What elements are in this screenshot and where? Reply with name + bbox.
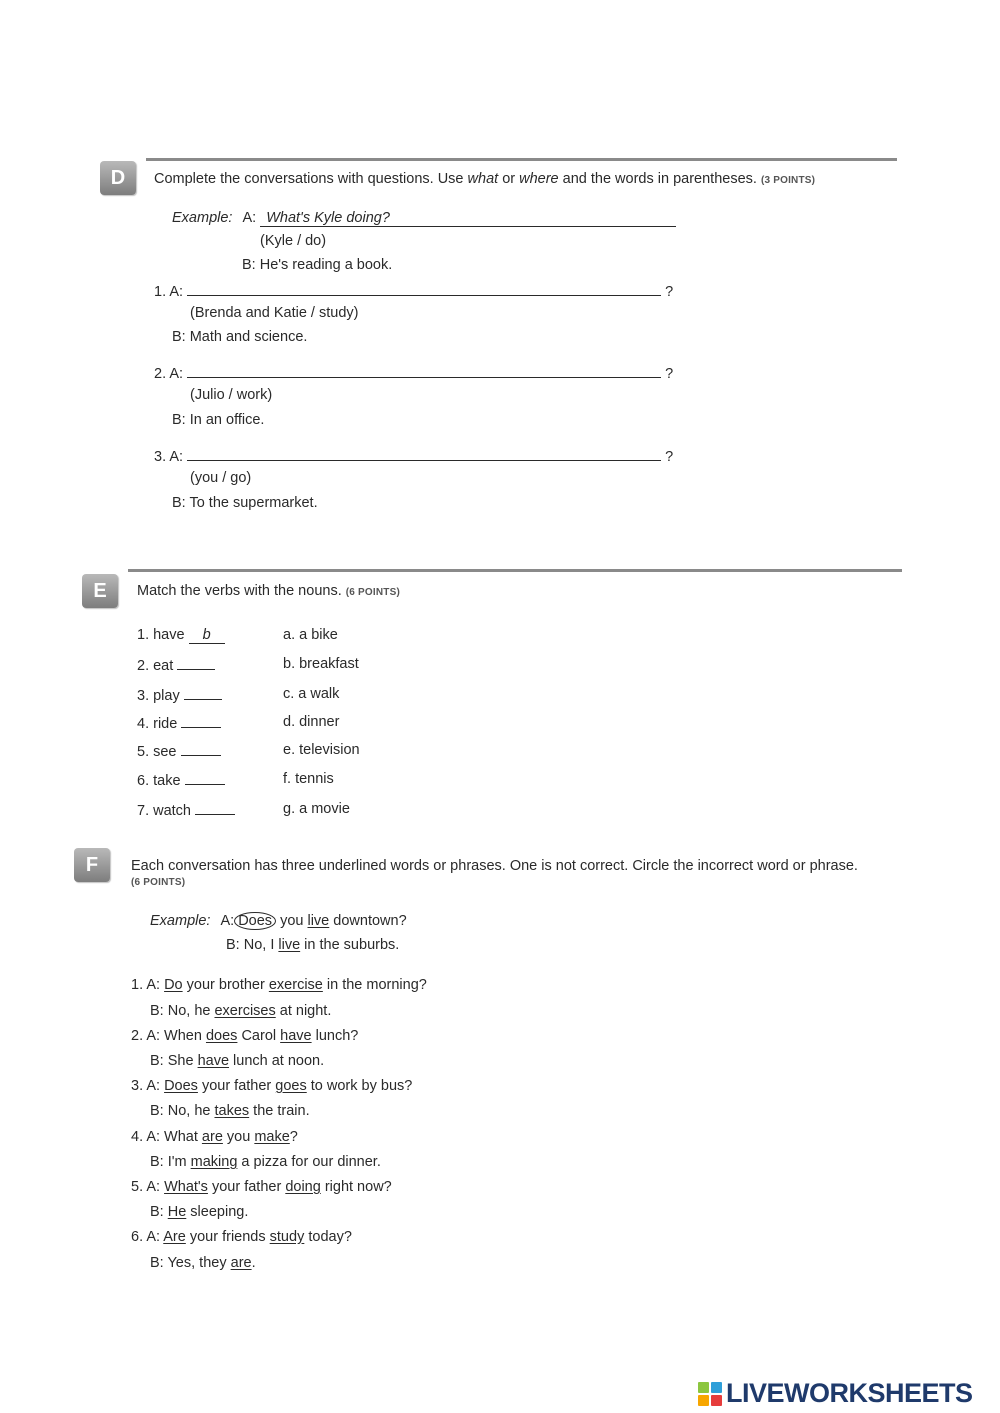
option[interactable]: doing	[285, 1179, 321, 1195]
option[interactable]: making	[190, 1154, 238, 1170]
match-blank-3[interactable]	[184, 686, 222, 700]
section-d-instruction: Complete the conversations with questions. Use what or where and the words in parentheses. (3 POINTS)	[154, 171, 816, 187]
verb-3: 3. play	[137, 686, 222, 704]
option[interactable]: are	[201, 1129, 223, 1145]
example-answer: What's Kyle doing?	[260, 210, 676, 227]
f-example-a: Example: A: Does you live downtown?	[150, 913, 407, 929]
section-letter: F	[85, 853, 99, 876]
logo-squares-icon	[698, 1382, 722, 1406]
f-item-4-a: 4. A: What are you make?	[131, 1129, 298, 1145]
f-item-5-a: 5. A: What's your father doing right now?	[131, 1179, 392, 1195]
response-3: B: To the supermarket.	[172, 495, 318, 511]
section-d-rule	[146, 158, 897, 161]
option[interactable]: exercises	[214, 1003, 276, 1019]
f-example-b: B: No, I live in the suburbs.	[226, 937, 400, 953]
section-e-badge	[82, 574, 118, 608]
option[interactable]: have	[197, 1053, 230, 1069]
noun-d: d. dinner	[283, 714, 340, 730]
option[interactable]: Are	[163, 1229, 186, 1245]
f-item-1-b: B: No, he exercises at night.	[150, 1003, 332, 1019]
section-d-badge	[100, 161, 136, 195]
noun-e: e. television	[283, 742, 360, 758]
question-2: 2. A: ?	[154, 366, 674, 382]
verb-4: 4. ride	[137, 714, 221, 732]
points-label: (3 POINTS)	[760, 175, 816, 186]
answer-blank-3[interactable]	[187, 447, 661, 461]
noun-b: b. breakfast	[283, 656, 359, 672]
noun-c: c. a walk	[283, 686, 340, 702]
option[interactable]: have	[280, 1028, 312, 1044]
noun-f: f. tennis	[283, 771, 334, 787]
option[interactable]: Does	[164, 1078, 198, 1094]
verb-2: 2. eat	[137, 656, 215, 674]
match-blank-1[interactable]: b	[189, 627, 225, 644]
option[interactable]: make	[254, 1129, 290, 1145]
option[interactable]: study	[269, 1229, 305, 1245]
option[interactable]: are	[230, 1255, 252, 1271]
option[interactable]: exercise	[268, 977, 323, 993]
match-blank-6[interactable]	[185, 771, 225, 785]
points-label: (6 POINTS)	[345, 587, 400, 598]
section-letter: D	[110, 166, 126, 189]
f-item-5-b: B: He sleeping.	[150, 1204, 249, 1220]
answer-blank-1[interactable]	[187, 282, 661, 296]
answer-blank-2[interactable]	[187, 364, 661, 378]
option[interactable]: goes	[275, 1078, 307, 1094]
section-letter: E	[93, 579, 107, 602]
points-label: (6 POINTS)	[131, 877, 186, 888]
option[interactable]: does	[205, 1028, 238, 1044]
verb-6: 6. take	[137, 771, 225, 789]
example-response: B: He's reading a book.	[242, 257, 393, 273]
option[interactable]: takes	[214, 1103, 250, 1119]
option[interactable]: He	[167, 1204, 187, 1220]
question-1: 1. A: ?	[154, 284, 674, 300]
circled-word: Does	[234, 912, 276, 930]
option[interactable]: What's	[164, 1179, 208, 1195]
option[interactable]: Do	[164, 977, 183, 993]
hint-2: (Julio / work)	[190, 387, 273, 403]
section-e-rule	[128, 569, 902, 572]
liveworksheets-logo: LIVEWORKSHEETS	[698, 1378, 973, 1409]
section-f-badge	[74, 848, 110, 882]
f-item-6-b: B: Yes, they are.	[150, 1255, 256, 1271]
response-2: B: In an office.	[172, 412, 265, 428]
f-item-2-b: B: She have lunch at noon.	[150, 1053, 325, 1069]
noun-g: g. a movie	[283, 801, 350, 817]
section-e-instruction: Match the verbs with the nouns. (6 POINTS)	[137, 583, 400, 599]
f-item-3-a: 3. A: Does your father goes to work by bus?	[131, 1078, 413, 1094]
match-blank-2[interactable]	[177, 656, 215, 670]
f-item-2-a: 2. A: When does Carol have lunch?	[131, 1028, 359, 1044]
match-blank-5[interactable]	[181, 742, 221, 756]
f-item-6-a: 6. A: Are your friends study today?	[131, 1229, 352, 1245]
verb-5: 5. see	[137, 742, 221, 760]
hint-1: (Brenda and Katie / study)	[190, 305, 359, 321]
question-3: 3. A: ?	[154, 449, 674, 465]
example-hint: (Kyle / do)	[260, 233, 327, 249]
noun-a: a. a bike	[283, 627, 338, 643]
f-item-4-b: B: I'm making a pizza for our dinner.	[150, 1154, 381, 1170]
f-item-3-b: B: No, he takes the train.	[150, 1103, 310, 1119]
match-blank-4[interactable]	[181, 714, 221, 728]
section-f-instruction: Each conversation has three underlined words or phrases. One is not correct. Circle the incorrect word or phrase.	[131, 858, 858, 874]
example-line: Example: A: What's Kyle doing?	[172, 210, 676, 227]
verb-7: 7. watch	[137, 801, 235, 819]
verb-1: 1. have b	[137, 627, 225, 644]
match-blank-7[interactable]	[195, 801, 235, 815]
f-item-1-a: 1. A: Do your brother exercise in the morning?	[131, 977, 427, 993]
hint-3: (you / go)	[190, 470, 252, 486]
response-1: B: Math and science.	[172, 329, 308, 345]
